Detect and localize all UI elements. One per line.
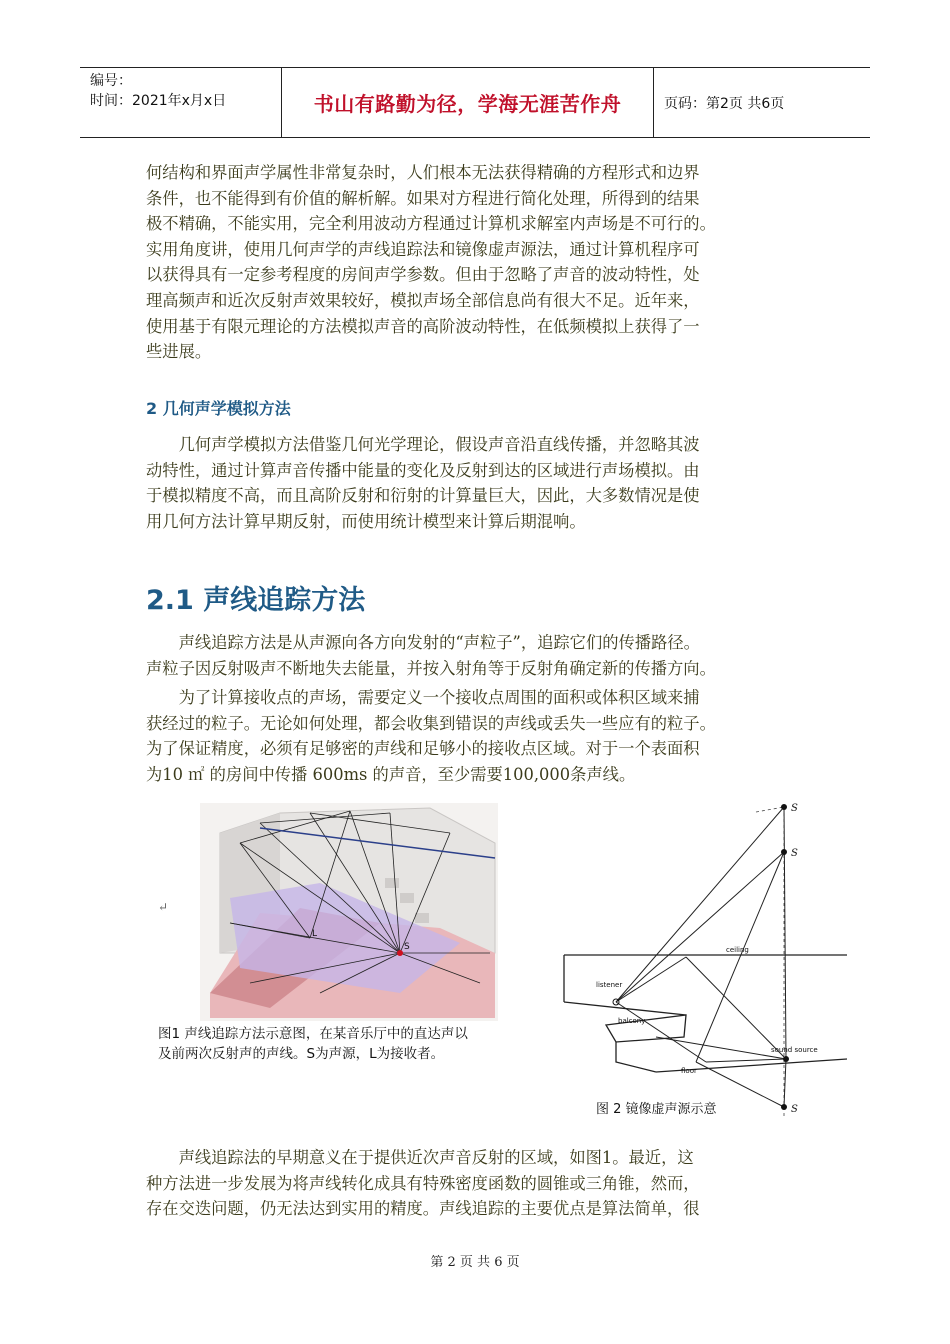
- text-line: 种方法进一步发展为将声线转化成具有特殊密度函数的圆锥或三角锥，然而，: [146, 1173, 700, 1193]
- figure2-label-sound-source: sound source: [771, 1046, 818, 1054]
- figure1-label-l: L: [312, 929, 318, 939]
- text-line: 获经过的粒子。无论如何处理，都会收集到错误的声线或丢失一些应有的粒子。: [146, 713, 716, 733]
- header-info-cell: [80, 68, 282, 137]
- figure1-panel: [400, 893, 414, 903]
- figure1-ray-tracing-image: [200, 803, 498, 1021]
- figure1-source-point: [397, 950, 403, 956]
- text-line: 于模拟精度不高，而且高阶反射和衍射的计算量巨大，因此，大多数情况是使: [146, 486, 700, 506]
- text-line: 存在交迭问题，仍无法达到实用的精度。声线追踪的主要优点是算法简单，很: [146, 1199, 700, 1219]
- section21-paragraph-1: [146, 630, 806, 681]
- text-line: 动特性，通过计算声音传播中能量的变化及反射到达的区域进行声场模拟。由: [146, 460, 700, 480]
- figure1-panel: [415, 913, 429, 923]
- figure1-label-s: S: [404, 942, 410, 952]
- document-header: [80, 67, 870, 138]
- figure1-caption: [158, 1024, 503, 1064]
- text-line: 使用基于有限元理论的方法模拟声音的高阶波动特性，在低频模拟上获得了一: [146, 316, 700, 336]
- text-line: 为10 ㎡ 的房间中传播 600ms 的声音，至少需要100,000条声线。: [146, 764, 636, 784]
- header-page-code: 页码：第2页 共6页: [664, 95, 785, 112]
- figure2-label-listener: listener: [596, 981, 623, 989]
- page-footer: 第 2 页 共 6 页: [430, 1255, 520, 1270]
- text-line: 为了保证精度，必须有足够密的声线和足够小的接收点区域。对于一个表面积: [146, 739, 700, 759]
- section-heading-2-1: 2.1 声线追踪方法: [146, 585, 366, 616]
- figure1-caption-line: 及前两次反射声的声线。S为声源，L为接收者。: [158, 1046, 445, 1062]
- figure2-image-source-c: [781, 849, 787, 855]
- figure2-label-sc: S: [791, 848, 798, 859]
- figure2-label-balcony: balcony: [618, 1017, 646, 1025]
- figure2-sound-source-point: [783, 1056, 789, 1062]
- figure2-label-floor: floor: [681, 1067, 697, 1075]
- text-line: 条件，也不能得到有价值的解析解。如果对方程进行简化处理，所得到的结果: [146, 188, 700, 208]
- section-heading-2: 2 几何声学模拟方法: [146, 399, 291, 418]
- figure1-panel: [385, 878, 399, 888]
- text-line: 实用角度讲，使用几何声学的声线追踪法和镜像虚声源法，通过计算机程序可: [146, 239, 700, 259]
- header-motto: 书山有路勤为径，学海无涯苦作舟: [313, 92, 622, 116]
- text-line: 以获得具有一定参考程度的房间声学参数。但由于忽略了声音的波动特性，处: [146, 265, 700, 285]
- return-mark-icon: ↵: [158, 900, 169, 914]
- header-motto-cell: [282, 68, 654, 137]
- figure2-background: [556, 797, 847, 1127]
- paragraph-top: [146, 160, 806, 365]
- figure2-label-sf: S: [791, 1104, 798, 1115]
- text-line: 理高频声和近次反射声效果较好，模拟声场全部信息尚有很大不足。近年来，: [146, 290, 700, 310]
- figure2-image-source-b: [781, 804, 787, 810]
- text-line: 声粒子因反射吸声不断地失去能量，并按入射角等于反射角确定新的传播方向。: [146, 658, 716, 678]
- text-line: 声线追踪法的早期意义在于提供近次声音反射的区域，如图1。最近，这: [146, 1148, 694, 1167]
- text-line: 几何声学模拟方法借鉴几何光学理论，假设声音沿直线传播，并忽略其波: [146, 435, 700, 454]
- section21-paragraph-2: [146, 685, 806, 787]
- text-line: 何结构和界面声学属性非常复杂时，人们根本无法获得精确的方程形式和边界: [146, 163, 700, 182]
- bottom-paragraph: [146, 1145, 806, 1222]
- figure1-caption-line: 图1 声线追踪方法示意图，在某音乐厅中的直达声以: [158, 1026, 468, 1042]
- figure2-caption: 图 2 镜像虚声源示意: [596, 1102, 717, 1117]
- text-line: 声线追踪方法是从声源向各方向发射的“声粒子”，追踪它们的传播路径。: [146, 633, 700, 652]
- figure2-label-sb: S: [791, 803, 798, 814]
- figure2-image-source-diagram: [556, 797, 847, 1127]
- figure2-label-ceiling: ceiling: [726, 946, 749, 954]
- text-line: 用几何方法计算早期反射，而使用统计模型来计算后期混响。: [146, 511, 586, 531]
- figure2-image-source-f: [781, 1104, 787, 1110]
- text-line: 极不精确，不能实用，完全利用波动方程通过计算机求解室内声场是不可行的。: [146, 214, 716, 234]
- header-time: 时间：2021年x月x日: [90, 93, 227, 109]
- header-number: 编号：: [90, 73, 132, 89]
- text-line: 些进展。: [146, 342, 212, 362]
- text-line: 为了计算接收点的声场，需要定义一个接收点周围的面积或体积区域来捕: [146, 688, 700, 707]
- section2-paragraph: [146, 432, 806, 534]
